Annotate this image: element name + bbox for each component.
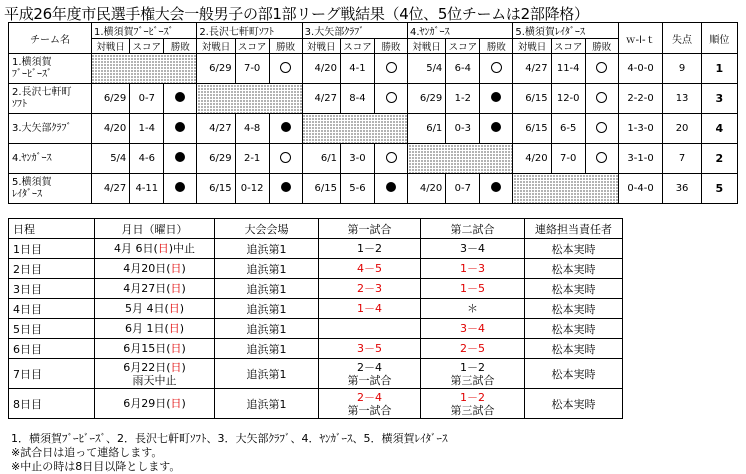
team-name-header: チーム名 [9, 23, 92, 54]
match-date: 5/4 [91, 144, 129, 174]
match-score: 1-4 [130, 114, 164, 144]
team-row [9, 114, 738, 144]
conceded-value: 7 [663, 144, 701, 174]
loss-dot-icon [386, 182, 396, 192]
match-date: 4/27 [302, 84, 340, 114]
first-game-cell [319, 279, 421, 299]
schedule-header: 第一試合 [319, 219, 421, 239]
venue-cell: 追浜第1 [215, 339, 319, 359]
match-score: 8-4 [340, 84, 374, 114]
date-suffix: )中止 [168, 242, 196, 255]
loss-dot-icon [175, 152, 185, 162]
venue-cell: 追浜第1 [215, 239, 319, 259]
match-score: 0-3 [446, 114, 480, 144]
win-circle-icon [280, 62, 291, 73]
game-pairing: 1－4 [357, 302, 382, 315]
team-name-line: 1.横須賀 [12, 56, 52, 68]
first-game-cell [319, 319, 421, 339]
date-subheader: 対戦日 [197, 39, 235, 54]
date-note: 雨天中止 [132, 373, 177, 387]
self-match-cell [197, 84, 302, 114]
date-cell [95, 279, 215, 299]
venue-cell: 追浜第1 [215, 389, 319, 419]
match-result [269, 114, 302, 144]
rank-value: 4 [701, 114, 737, 144]
wlt-value: 2-2-0 [618, 84, 663, 114]
weekday: 日 [157, 242, 169, 255]
score-subheader: スコア [446, 39, 480, 54]
match-date: 4/20 [302, 54, 340, 84]
team-name-cell [9, 174, 92, 204]
contact-cell: 松本実時 [525, 389, 623, 419]
page-title: 平成26年度市民選手権大会一般男子の部1部リーグ戦結果（4位、5位チームは2部降格） [4, 5, 589, 23]
day-cell: 2日目 [9, 259, 95, 279]
schedule-header-row [9, 219, 623, 239]
conceded-header: 失点 [663, 23, 701, 54]
team-name-cell [9, 114, 92, 144]
win-circle-icon [386, 62, 397, 73]
date-text: 5月 4日( [124, 302, 169, 315]
rank-value: 1 [701, 54, 737, 84]
match-score: 7-0 [551, 144, 585, 174]
second-game-cell [421, 359, 525, 389]
loss-dot-icon [281, 122, 291, 132]
team-name-line: 3.大矢部ｸﾗﾌﾞ [12, 122, 72, 134]
game-slot: 第三試合 [450, 403, 495, 417]
date-text: 6月29日( [123, 397, 171, 410]
contact-cell: 松本実時 [525, 299, 623, 319]
schedule-row [9, 339, 623, 359]
match-date: 6/15 [513, 114, 551, 144]
contact-cell: 松本実時 [525, 339, 623, 359]
match-result [164, 174, 197, 204]
match-score: 4-11 [130, 174, 164, 204]
first-game-cell [319, 299, 421, 319]
date-cell [95, 339, 215, 359]
day-cell: 1日目 [9, 239, 95, 259]
schedule-row [9, 299, 623, 319]
match-result [375, 144, 408, 174]
schedule-header: 日程 [9, 219, 95, 239]
loss-dot-icon [281, 182, 291, 192]
team-row [9, 54, 738, 84]
win-circle-icon [596, 122, 607, 133]
match-result [269, 54, 302, 84]
schedule-row [9, 389, 623, 419]
team-row [9, 144, 738, 174]
venue-cell: 追浜第1 [215, 279, 319, 299]
match-result [164, 144, 197, 174]
day-cell: 6日目 [9, 339, 95, 359]
team-name-line: 2.長沢七軒町 [12, 86, 72, 98]
date-line [95, 361, 214, 374]
schedule-header: 第二試合 [421, 219, 525, 239]
match-score: 0-7 [130, 84, 164, 114]
match-date: 6/1 [408, 114, 446, 144]
date-suffix: ) [179, 322, 185, 335]
weekday: 日 [170, 262, 182, 275]
conceded-value: 9 [663, 54, 701, 84]
date-suffix: ) [181, 282, 186, 295]
result-subheader: 勝敗 [480, 39, 513, 54]
date-text: 6月 1日( [124, 322, 169, 335]
game-pairing: 2－5 [460, 342, 485, 355]
match-date: 4/27 [91, 174, 129, 204]
second-game-cell [421, 299, 525, 319]
match-score: 0-7 [446, 174, 480, 204]
second-game-cell [421, 259, 525, 279]
match-score: 4-6 [130, 144, 164, 174]
conceded-value: 36 [663, 174, 701, 204]
match-score: 0-12 [235, 174, 269, 204]
date-cell [95, 259, 215, 279]
match-result [269, 144, 302, 174]
game-pairing: 1－2 [460, 390, 485, 404]
date-line [95, 342, 214, 355]
date-cell [95, 239, 215, 259]
match-date: 6/29 [197, 144, 235, 174]
conceded-value: 20 [663, 114, 701, 144]
schedule-row [9, 239, 623, 259]
contact-cell: 松本実時 [525, 239, 623, 259]
schedule-table [8, 218, 623, 419]
opponent-header: 2.長沢七軒町ｿﾌﾄ [197, 23, 302, 39]
opponent-header: 4.ﾔﾝｶﾞｰｽ [408, 23, 513, 39]
match-result [480, 54, 513, 84]
first-game-cell [319, 339, 421, 359]
match-date: 4/27 [197, 114, 235, 144]
match-score: 4-8 [235, 114, 269, 144]
match-date: 6/29 [197, 54, 235, 84]
venue-cell: 追浜第1 [215, 299, 319, 319]
wlt-value: 0-4-0 [618, 174, 663, 204]
day-cell: 5日目 [9, 319, 95, 339]
match-score: 7-0 [235, 54, 269, 84]
match-result [585, 84, 618, 114]
team-name-line: ﾌﾞｰﾋﾞｰｽﾞ [12, 68, 52, 80]
date-line [95, 282, 214, 295]
date-suffix: ) [181, 397, 186, 410]
match-date: 4/20 [408, 174, 446, 204]
match-score: 12-0 [551, 84, 585, 114]
loss-dot-icon [491, 122, 501, 132]
match-date: 6/29 [91, 84, 129, 114]
conceded-value: 13 [663, 84, 701, 114]
win-circle-icon [491, 62, 502, 73]
team-name-line: 4.ﾔﾝｶﾞｰｽ [12, 152, 52, 164]
opponent-header: 3.大矢部ｸﾗﾌﾞ [302, 23, 407, 39]
game-slot: 第一試合 [347, 403, 392, 417]
date-suffix: ) [179, 302, 185, 315]
result-subheader: 勝敗 [585, 39, 618, 54]
date-cell [95, 319, 215, 339]
wlt-header: ｗ-l-ｔ [618, 23, 663, 54]
score-subheader: スコア [235, 39, 269, 54]
first-game-cell [319, 239, 421, 259]
contact-cell: 松本実時 [525, 259, 623, 279]
score-subheader: スコア [551, 39, 585, 54]
date-line [95, 302, 214, 315]
loss-dot-icon [175, 92, 185, 102]
date-line [95, 322, 214, 335]
game-pairing: 3－4 [460, 242, 485, 255]
match-result [585, 144, 618, 174]
second-game-cell [421, 279, 525, 299]
loss-dot-icon [175, 182, 185, 192]
venue-cell: 追浜第1 [215, 259, 319, 279]
team-name-line: 5.横須賀 [12, 176, 52, 188]
match-date: 6/15 [302, 174, 340, 204]
match-score: 3-0 [340, 144, 374, 174]
match-score: 6-4 [446, 54, 480, 84]
game-pairing: 2－3 [357, 282, 382, 295]
venue-cell: 追浜第1 [215, 319, 319, 339]
match-date: 4/27 [513, 54, 551, 84]
game-pairing: 3－5 [357, 342, 382, 355]
game-pairing: 1－2 [460, 360, 485, 374]
game-slot: 第三試合 [450, 373, 495, 387]
match-date: 6/15 [513, 84, 551, 114]
loss-dot-icon [491, 92, 501, 102]
schedule-row [9, 319, 623, 339]
date-text: 4月 6日( [113, 242, 158, 255]
win-circle-icon [386, 92, 397, 103]
rank-value: 3 [701, 84, 737, 114]
win-circle-icon [386, 152, 397, 163]
game-pairing: 3－4 [460, 322, 485, 335]
game-slot: 第一試合 [347, 373, 392, 387]
loss-dot-icon [175, 122, 185, 132]
match-score: 1-2 [446, 84, 480, 114]
date-subheader: 対戦日 [513, 39, 551, 54]
match-date: 4/20 [91, 114, 129, 144]
game-pairing: 2－4 [357, 390, 382, 404]
win-circle-icon [596, 92, 607, 103]
date-suffix: ) [181, 342, 186, 355]
match-result [585, 54, 618, 84]
contact-cell: 松本実時 [525, 279, 623, 299]
schedule-row [9, 279, 623, 299]
match-result [480, 174, 513, 204]
match-result [585, 114, 618, 144]
rank-header: 順位 [701, 23, 737, 54]
wlt-value: 3-1-0 [618, 144, 663, 174]
schedule-row [9, 259, 623, 279]
win-circle-icon [596, 62, 607, 73]
match-score: 5-6 [340, 174, 374, 204]
rank-value: 5 [701, 174, 737, 204]
league-header-row [9, 23, 738, 39]
match-date: 6/29 [408, 84, 446, 114]
schedule-row [9, 359, 623, 389]
schedule-header: 大会会場 [215, 219, 319, 239]
first-game-cell [319, 259, 421, 279]
date-line [95, 397, 214, 410]
score-subheader: スコア [130, 39, 164, 54]
date-suffix: ) [181, 360, 186, 374]
weekday: 日 [168, 302, 180, 315]
team-name-cell [9, 144, 92, 174]
contact-cell: 松本実時 [525, 319, 623, 339]
contact-cell: 松本実時 [525, 359, 623, 389]
match-result [269, 174, 302, 204]
second-game-cell [421, 239, 525, 259]
opponent-header: 5.横須賀ﾚｲﾀﾞｰｽ [513, 23, 618, 39]
match-result [164, 114, 197, 144]
second-game-cell [421, 339, 525, 359]
venue-cell: 追浜第1 [215, 359, 319, 389]
team-name-line: ｿﾌﾄ [12, 98, 27, 110]
first-game-cell [319, 359, 421, 389]
date-subheader: 対戦日 [408, 39, 446, 54]
date-line [95, 262, 214, 275]
self-match-cell [408, 144, 513, 174]
game-pairing: ＊ [467, 302, 478, 315]
weekday: 日 [170, 360, 182, 374]
note-line: ※中止の時は8日目以降とします。 [11, 460, 181, 473]
opponent-header: 1.横須賀ﾌﾞｰﾋﾞｰｽﾞ [91, 23, 196, 39]
notes [11, 432, 448, 474]
date-cell [95, 359, 215, 389]
league-results-table [8, 22, 738, 204]
date-suffix: ) [181, 262, 186, 275]
self-match-cell [91, 54, 196, 84]
match-score: 11-4 [551, 54, 585, 84]
weekday: 日 [170, 342, 182, 355]
day-cell: 3日目 [9, 279, 95, 299]
team-name-cell [9, 84, 92, 114]
second-game-cell [421, 389, 525, 419]
team-name-line: ﾚｲﾀﾞｰｽ [12, 188, 42, 200]
score-subheader: スコア [340, 39, 374, 54]
game-pairing: 4－5 [357, 262, 382, 275]
date-subheader: 対戦日 [302, 39, 340, 54]
date-line [95, 242, 214, 255]
team-name-cell [9, 54, 92, 84]
team-row [9, 84, 738, 114]
schedule-header: 月日（曜日） [95, 219, 215, 239]
match-date: 4/20 [513, 144, 551, 174]
match-date: 5/4 [408, 54, 446, 84]
game-pairing: 1－3 [460, 262, 485, 275]
match-result [480, 84, 513, 114]
win-circle-icon [596, 152, 607, 163]
schedule-header: 連絡担当責任者 [525, 219, 623, 239]
result-subheader: 勝敗 [269, 39, 302, 54]
weekday: 日 [168, 322, 180, 335]
wlt-value: 4-0-0 [618, 54, 663, 84]
date-text: 6月22日( [123, 360, 171, 374]
match-score: 4-1 [340, 54, 374, 84]
day-cell: 4日目 [9, 299, 95, 319]
second-game-cell [421, 319, 525, 339]
date-subheader: 対戦日 [91, 39, 129, 54]
result-subheader: 勝敗 [164, 39, 197, 54]
game-pairing: 1－2 [357, 242, 382, 255]
self-match-cell [513, 174, 618, 204]
first-game-cell [319, 389, 421, 419]
date-text: 4月27日( [123, 282, 171, 295]
match-result [375, 174, 408, 204]
match-score: 6-5 [551, 114, 585, 144]
match-result [375, 84, 408, 114]
note-line: ※試合日は追って連絡します。 [11, 446, 163, 459]
loss-dot-icon [491, 182, 501, 192]
day-cell: 8日目 [9, 389, 95, 419]
game-pairing: 1－5 [460, 282, 485, 295]
weekday: 日 [170, 397, 182, 410]
match-date: 6/15 [197, 174, 235, 204]
self-match-cell [302, 114, 407, 144]
win-circle-icon [280, 152, 291, 163]
date-cell [95, 389, 215, 419]
match-result [480, 114, 513, 144]
weekday: 日 [170, 282, 182, 295]
game-pairing: 2－4 [357, 360, 382, 374]
result-subheader: 勝敗 [375, 39, 408, 54]
match-result [375, 54, 408, 84]
wlt-value: 1-3-0 [618, 114, 663, 144]
day-cell: 7日目 [9, 359, 95, 389]
date-text: 4月20日( [123, 262, 171, 275]
match-score: 2-1 [235, 144, 269, 174]
match-result [164, 84, 197, 114]
date-cell [95, 299, 215, 319]
rank-value: 2 [701, 144, 737, 174]
note-line: 1．横須賀ﾌﾞｰﾋﾞｰｽﾞ、2．長沢七軒町ｿﾌﾄ、3．大矢部ｸﾗﾌﾞ、4．ﾔﾝｶﾞｰｽ、5．横須賀ﾚｲﾀﾞｰｽ [11, 432, 448, 445]
date-text: 6月15日( [123, 342, 171, 355]
match-date: 6/1 [302, 144, 340, 174]
team-row [9, 174, 738, 204]
